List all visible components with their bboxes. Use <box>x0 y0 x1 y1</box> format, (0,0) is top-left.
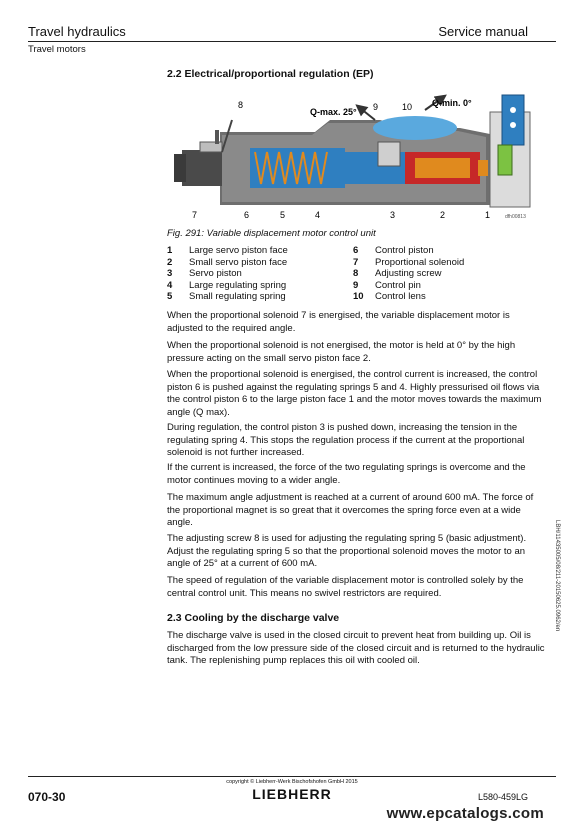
label-qmax: Q-max. 25° <box>310 107 357 117</box>
legend-row: 2 Small servo piston face 7 Proportional solenoid <box>167 256 465 268</box>
section-subtitle: Travel motors <box>28 44 86 55</box>
document-type: Service manual <box>438 24 528 39</box>
legend-row: 3 Servo piston 8 Adjusting screw <box>167 268 442 279</box>
brand-logo: LIEBHERR <box>252 786 332 802</box>
servo-piston <box>405 152 488 184</box>
callout-10: 10 <box>402 102 413 112</box>
section-title: Travel hydraulics <box>28 24 126 39</box>
watermark: www.epcatalogs.com <box>386 805 544 822</box>
paragraph: The discharge valve is used in the closed circuit to prevent heat from building up. Oil is discharged from the low pressure side of the closed circuit and is returned to the hydraulic tank. The replenishing pump replaces this oil with cooled oil. <box>167 630 545 666</box>
callout-2: 2 <box>440 210 446 220</box>
figure-legend <box>167 245 464 303</box>
paragraph: When the proportional solenoid is not energised, the motor is held at 0° by the high pressure acting on the small servo piston face 2. <box>167 340 516 364</box>
document-code: LBH/11435005/08/211-20150625.0962/en <box>554 520 560 632</box>
paragraph: During regulation, the control piston 3 is pushed down, increasing the tension in the regulating spring 4. This stops the regulation process if the current at the proportional solenoid is not further increased. <box>167 422 525 458</box>
callout-5: 5 <box>280 210 286 220</box>
paragraph: When the proportional solenoid is energised, the control current is increased, the control piston 6 is pushed against the regulating springs 5 and 4. Highly pressurised oil flows via the control piston 6 to the large piston face 1 and the motor moves towards the maximum angle (Q max). <box>167 369 542 418</box>
paragraph: If the current is increased, the force of the two regulating springs is overcome and the motor continues moving to a wider angle. <box>167 462 526 486</box>
label-qmin: Q-min. 0° <box>432 98 472 108</box>
section-heading-ep: 2.2 Electrical/proportional regulation (EP) <box>167 68 374 80</box>
header-divider <box>28 41 556 42</box>
paragraph: When the proportional solenoid 7 is energised, the variable displacement motor is adjusted to the required angle. <box>167 310 510 334</box>
legend-row: 5 Small regulating spring 10 Control lens <box>167 291 426 302</box>
callout-6: 6 <box>244 210 250 220</box>
figure-code: dfh00813 <box>505 214 526 220</box>
legend-row: 4 Large regulating spring 9 Control pin <box>167 279 421 291</box>
copyright: copyright © Liebherr-Werk Bischofshofen GmbH 2015 <box>226 779 358 785</box>
callout-9: 9 <box>373 102 379 112</box>
callout-8: 8 <box>238 100 244 110</box>
footer-divider <box>28 776 556 777</box>
page-number: 070-30 <box>28 790 66 804</box>
callout-7: 7 <box>192 210 198 220</box>
paragraph: The adjusting screw 8 is used for adjusting the regulating spring 5 (basic adjustment). Adjust the regulating spring 5 so that the proportional solenoid moves the motor to an angle of 25° at a current of 600 mA. <box>167 533 527 569</box>
valve-block <box>490 95 530 207</box>
legend-row: 1 Large servo piston face 6 Control piston <box>167 245 434 256</box>
model-code: L580-459LG <box>477 792 528 802</box>
callout-1: 1 <box>485 210 491 220</box>
callout-3: 3 <box>390 210 396 220</box>
paragraph: The maximum angle adjustment is reached at a current of around 600 mA. The force of the proportional magnet is so great that it overcomes the spring force even at a wide angle. <box>167 492 534 528</box>
paragraph: The speed of regulation of the variable displacement motor is controlled solely by the central control unit. This means no swivel restrictors are required. <box>167 575 524 599</box>
callout-4: 4 <box>315 210 321 220</box>
control-unit-diagram <box>160 90 550 225</box>
figure-caption: Fig. 291: Variable displacement motor control unit <box>167 228 376 239</box>
section-heading-cooling: 2.3 Cooling by the discharge valve <box>167 612 340 624</box>
